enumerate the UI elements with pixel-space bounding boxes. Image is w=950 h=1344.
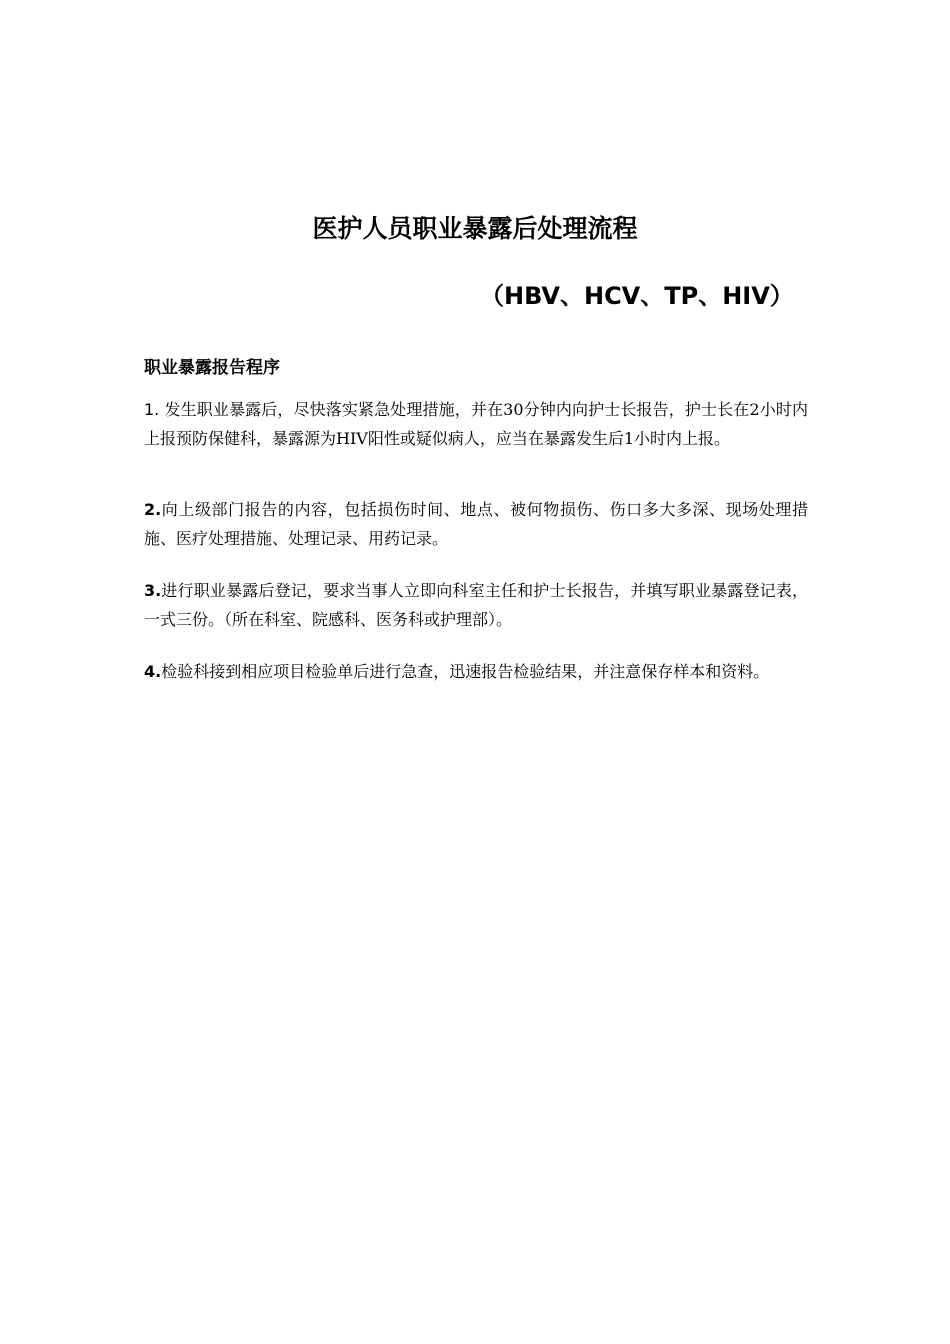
paragraph-number: 2.	[144, 500, 162, 519]
paragraph-text: 检验科接到相应项目检验单后进行急查，迅速报告检验结果，并注意保存样本和资料。	[161, 662, 770, 681]
paragraph-4	[144, 657, 808, 686]
paragraph-text: 向上级部门报告的内容，包括损伤时间、地点、被何物损伤、伤口多大多深、现场处理措施、医疗处理措施、处理记录、用药记录。	[144, 500, 808, 548]
document-title: 医护人员职业暴露后处理流程	[312, 214, 638, 243]
paragraph-text: 发生职业暴露后，尽快落实紧急处理措施，并在30分钟内向护士长报告，护士长在2小时内上报预防保健科，暴露源为HIV阳性或疑似病人，应当在暴露发生后1小时内上报。	[144, 400, 808, 448]
document-subtitle: （HBV、HCV、TP、HIV）	[480, 282, 794, 310]
paragraph-text: 进行职业暴露后登记，要求当事人立即向科室主任和护士长报告，并填写职业暴露登记表，一式三份。（所在科室、院感科、医务科或护理部）。	[144, 581, 808, 629]
paragraph-1	[144, 395, 808, 453]
paragraph-number: 4.	[144, 662, 162, 681]
paragraph-3	[144, 576, 808, 634]
section-heading: 职业暴露报告程序	[144, 358, 280, 378]
paragraph-number: 1.	[144, 400, 160, 419]
paragraph-number: 3.	[144, 581, 162, 600]
paragraph-2	[144, 495, 808, 553]
